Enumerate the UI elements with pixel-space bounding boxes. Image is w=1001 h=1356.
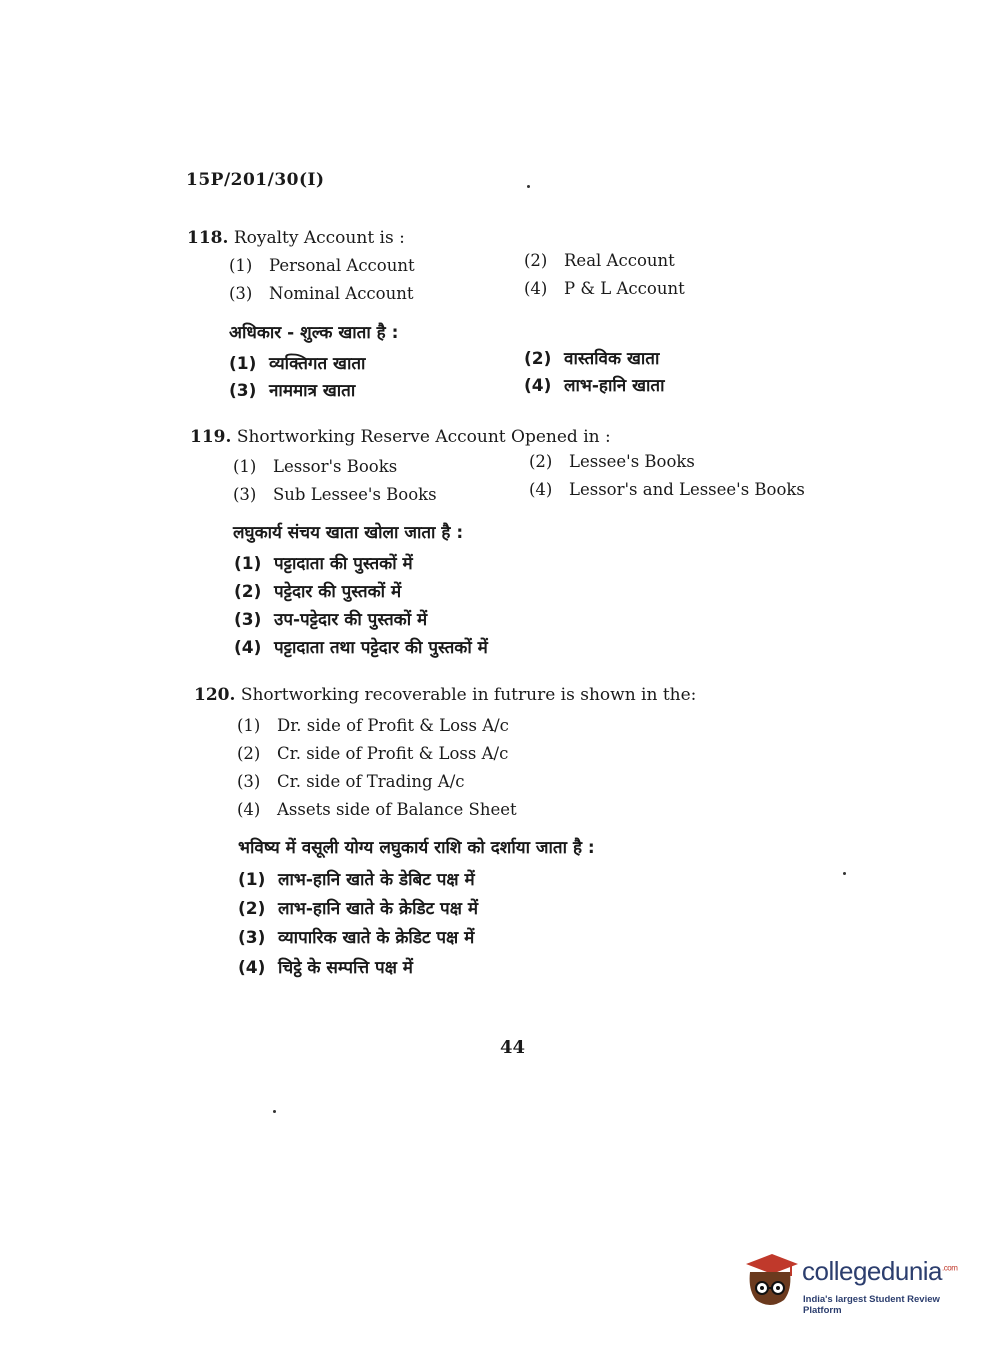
question-text: Royalty Account is : — [233, 228, 405, 248]
option: (1) Dr. side of Profit & Loss A/c — [237, 716, 509, 735]
question-number: 120. — [194, 685, 236, 705]
scan-speck — [843, 872, 846, 875]
question-120 — [194, 685, 696, 705]
scan-speck — [273, 1110, 276, 1113]
question-number: 119. — [190, 427, 232, 447]
hindi-question-text: लघुकार्य संचय खाता खोला जाता है : — [233, 523, 464, 543]
option: (1) Lessor's Books — [233, 457, 398, 476]
hindi-option: (1) लाभ-हानि खाते के डेबिट पक्ष में — [238, 870, 475, 890]
hindi-question-text: भविष्य में वसूली योग्य लघुकार्य राशि को दर्शाया जाता है : — [238, 838, 595, 858]
hindi-option: (3) नाममात्र खाता — [229, 381, 356, 401]
hindi-option: (2) लाभ-हानि खाते के क्रेडिट पक्ष में — [238, 899, 478, 919]
option: (4) Assets side of Balance Sheet — [237, 800, 517, 819]
option: (4) P & L Account — [524, 279, 685, 298]
hindi-option: (4) चिट्ठे के सम्पत्ति पक्ष में — [238, 958, 413, 978]
hindi-option: (2) वास्तविक खाता — [524, 349, 660, 369]
hindi-option: (4) पट्टादाता तथा पट्टेदार की पुस्तकों में — [234, 638, 488, 658]
hindi-option: (1) व्यक्तिगत खाता — [229, 354, 366, 374]
question-119 — [190, 427, 611, 447]
option: (3) Sub Lessee's Books — [233, 485, 437, 504]
brand-tagline: India's largest Student Review Platform — [803, 1294, 940, 1316]
brand-name: collegedunia$^{.com}$ — [802, 1256, 958, 1286]
hindi-option: (1) पट्टादाता की पुस्तकों में — [234, 554, 413, 574]
option: (4) Lessor's and Lessee's Books — [529, 480, 805, 499]
option: (3) Nominal Account — [229, 284, 414, 303]
option: (2) Cr. side of Profit & Loss A/c — [237, 744, 509, 763]
question-text: Shortworking recoverable in futrure is shown in the: — [240, 685, 697, 705]
option: (1) Personal Account — [229, 256, 415, 275]
page-number: 44 — [500, 1037, 526, 1058]
mascot-icon — [742, 1250, 800, 1312]
collegedunia-logo — [742, 1250, 972, 1316]
hindi-question-text: अधिकार - शुल्क खाता है : — [229, 323, 399, 343]
scan-speck — [527, 185, 530, 188]
option: (3) Cr. side of Trading A/c — [237, 772, 465, 791]
question-text: Shortworking Reserve Account Opened in : — [236, 427, 611, 447]
question-118 — [187, 228, 405, 248]
hindi-option: (4) लाभ-हानि खाता — [524, 376, 665, 396]
hindi-option: (2) पट्टेदार की पुस्तकों में — [234, 582, 402, 602]
option: (2) Real Account — [524, 251, 675, 270]
paper-code: 15P/201/30(I) — [186, 170, 325, 190]
question-number: 118. — [187, 228, 229, 248]
hindi-option: (3) व्यापारिक खाते के क्रेडिट पक्ष में — [238, 928, 475, 948]
option: (2) Lessee's Books — [529, 452, 695, 471]
hindi-option: (3) उप-पट्टेदार की पुस्तकों में — [234, 610, 428, 630]
